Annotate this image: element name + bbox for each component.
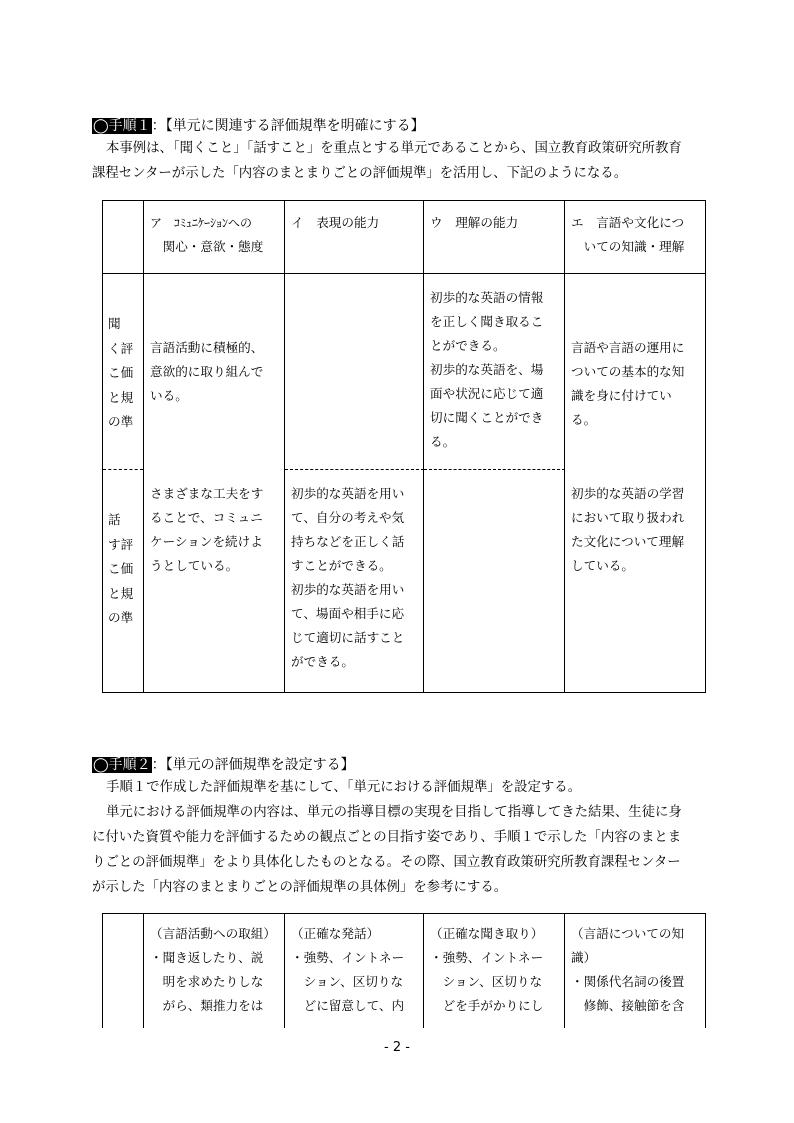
- step1-line: 課程センターが示した「内容のまとまりごとの評価規準」を活用し、下記のようになる。: [92, 166, 628, 181]
- table1-header-row: [103, 201, 706, 274]
- table2-col-a-line: ・聞き返したり、説: [150, 950, 264, 965]
- table2-col-i-line: （正確な発話）: [291, 926, 380, 941]
- step1-paragraph: [92, 136, 716, 186]
- table2-col-e-line: （言語についての知: [571, 926, 685, 941]
- speak-e-line: た文化について理解: [571, 534, 685, 549]
- table2-col-a-line: 明を求めたりしな: [150, 974, 264, 989]
- speak-i-line: じて適切に話すこと: [291, 630, 405, 645]
- step1-tag: ◯手順１: [93, 118, 151, 134]
- speak-i-line: すことができる。: [291, 558, 392, 573]
- listen-u-line: とができる。: [430, 338, 506, 353]
- table2-col-i-line: どに留意して、内: [291, 998, 405, 1013]
- table2-col-u: [424, 914, 565, 1028]
- table2-col-a-line: （言語活動への取組）: [150, 926, 276, 941]
- table1-body-row: [103, 274, 706, 693]
- speak-a-line: さまざまな工夫をす: [150, 486, 264, 501]
- row-label-listen-line: く評: [108, 340, 134, 356]
- listen-e-line: 言語や言語の運用に: [571, 340, 685, 355]
- speak-i-text: [291, 482, 404, 674]
- speak-a-text: [150, 482, 263, 578]
- table2-col-u-line: ション、区切りな: [430, 974, 543, 989]
- listen-a-line: いる。: [150, 388, 188, 403]
- step2-line: りごとの評価規準」をより具体化したものとなる。その際、国立教育政策研究所教育課程センター: [92, 855, 681, 870]
- row-label-listen-line: 聞: [108, 316, 121, 331]
- step2-heading: [92, 755, 355, 775]
- table1-header-e-line: エ 言語や文化につ: [571, 215, 685, 230]
- table1-header-a: [144, 201, 285, 274]
- row-label-listen-line: の準: [108, 414, 134, 429]
- page-number: - 2 -: [384, 1040, 410, 1055]
- row-label-speak-line: の準: [108, 610, 134, 625]
- step1-line: 本事例は、「聞くこと」「話すこと」を重点とする単元であることから、国立教育政策研究所教育: [106, 141, 682, 156]
- table2-col-i-line: ション、区切りな: [291, 974, 404, 989]
- listen-e-text: [571, 336, 684, 432]
- table2-col-e: [565, 914, 706, 1028]
- row-divider-dashed: [103, 469, 143, 470]
- step2-line: 手順１で作成した評価規準を基にして、「単元における評価規準」を設定する。: [106, 780, 582, 795]
- table1-col-e: [565, 274, 706, 693]
- listen-u-line: 切に聞くことができ: [430, 410, 544, 425]
- table2-col-a: [144, 914, 285, 1028]
- speak-e-line: している。: [571, 558, 634, 573]
- listen-a-text: [150, 336, 263, 408]
- table1-header-e-line: いての知識・理解: [571, 239, 685, 254]
- listen-e-line: ついての基本的な知: [571, 364, 685, 379]
- table1-col-i: [285, 274, 424, 693]
- table1-row-label-cell: [103, 274, 144, 693]
- table2-col-e-line: ・関係代名詞の後置: [571, 974, 685, 989]
- row-label-listen: [108, 312, 133, 435]
- table2-col-a-line: がら、類推力をは: [150, 998, 264, 1013]
- listen-e-line: る。: [571, 412, 597, 427]
- listen-u-line: 初歩的な英語の情報: [430, 290, 544, 305]
- table1-corner-cell: [103, 201, 144, 274]
- table2-col-u-line: ・強勢、イントネー: [430, 950, 544, 965]
- listen-u-line: を正しく聞き取るこ: [430, 314, 544, 329]
- listen-a-line: 意欲的に取り組んで: [150, 364, 264, 379]
- table2-col-e-line: 修飾、接触節を含: [571, 998, 685, 1013]
- speak-i-line: 初歩的な英語を用い: [291, 582, 405, 597]
- col-i-divider-dashed: [285, 469, 424, 470]
- criteria-table-2: [102, 913, 706, 1028]
- table1-header-a-line: 関心・意欲・態度: [150, 239, 264, 254]
- row-label-speak: [108, 508, 133, 631]
- listen-u-line: 面や状況に応じて適: [430, 386, 544, 401]
- col-u-divider-dashed: [424, 469, 565, 470]
- table2-col-i-line: ・強勢、イントネー: [291, 950, 405, 965]
- table1-col-u: [424, 274, 565, 693]
- speak-i-line: 初歩的な英語を用い: [291, 486, 405, 501]
- listen-e-line: 識を身に付けてい: [571, 388, 672, 403]
- step2-title: ：【単元の評価規準を設定する】: [151, 757, 355, 773]
- table2-row: [103, 914, 706, 1028]
- table1-header-i: [285, 201, 424, 274]
- row-label-listen-line: こ価: [108, 365, 134, 380]
- step2-paragraph: [92, 775, 716, 900]
- step2-line: が示した「内容のまとまりごとの評価規準の具体例」を参考にする。: [92, 880, 508, 895]
- listen-a-line: 言語活動に積極的、: [150, 340, 264, 355]
- step2-tag: ◯手順２: [93, 757, 151, 773]
- step1-title: ：【単元に関連する評価規準を明確にする】: [151, 118, 425, 134]
- step2-line: に付いた資質や能力を評価するための観点ごとの目指す姿であり、手順１で示した「内容のまとま: [92, 830, 682, 845]
- row-label-speak-line: と規: [108, 585, 134, 601]
- table2-col-e-line: 識）: [571, 950, 597, 965]
- speak-i-line: 持ちなどを正しく話: [291, 534, 405, 549]
- table1-header-u-line: ウ 理解の能力: [430, 215, 519, 230]
- speak-i-line: ができる。: [291, 654, 354, 669]
- table1-col-a: [144, 274, 285, 693]
- table2-corner-cell: [103, 914, 144, 1028]
- table1-header-a-line: ア ｺﾐｭﾆｹｰｼｮﾝへの: [150, 216, 253, 230]
- speak-i-line: て、場面や相手に応: [291, 606, 405, 621]
- row-label-speak-line: こ価: [108, 561, 134, 576]
- table1-header-i-line: イ 表現の能力: [291, 215, 380, 230]
- table1-header-e: [565, 201, 706, 274]
- listen-u-line: 初歩的な英語を、場: [430, 362, 544, 377]
- listen-u-text: [430, 286, 543, 454]
- speak-e-text: [571, 482, 684, 578]
- table2-col-u-line: どを手がかりにし: [430, 998, 544, 1013]
- row-label-speak-line: す評: [108, 536, 134, 552]
- row-label-speak-line: 話: [108, 512, 121, 527]
- step2-line: 単元における評価規準の内容は、単元の指導目標の実現を目指して指導してきた結果、生徒に身: [106, 805, 682, 820]
- speak-e-line: 初歩的な英語の学習: [571, 486, 685, 501]
- row-label-listen-line: と規: [108, 389, 134, 405]
- speak-a-line: ることで、コミュニ: [150, 510, 263, 525]
- speak-a-line: ケーションを続けよ: [150, 534, 263, 549]
- table2-col-i: [285, 914, 424, 1028]
- speak-e-line: において取り扱われ: [571, 510, 685, 525]
- speak-a-line: うとしている。: [150, 558, 239, 573]
- table1-header-u: [424, 201, 565, 274]
- table2-col-u-line: （正確な聞き取り）: [430, 926, 544, 941]
- speak-i-line: て、自分の考えや気: [291, 510, 405, 525]
- step1-heading: [92, 116, 425, 136]
- criteria-table-1: [102, 200, 706, 693]
- listen-u-line: る。: [430, 434, 456, 449]
